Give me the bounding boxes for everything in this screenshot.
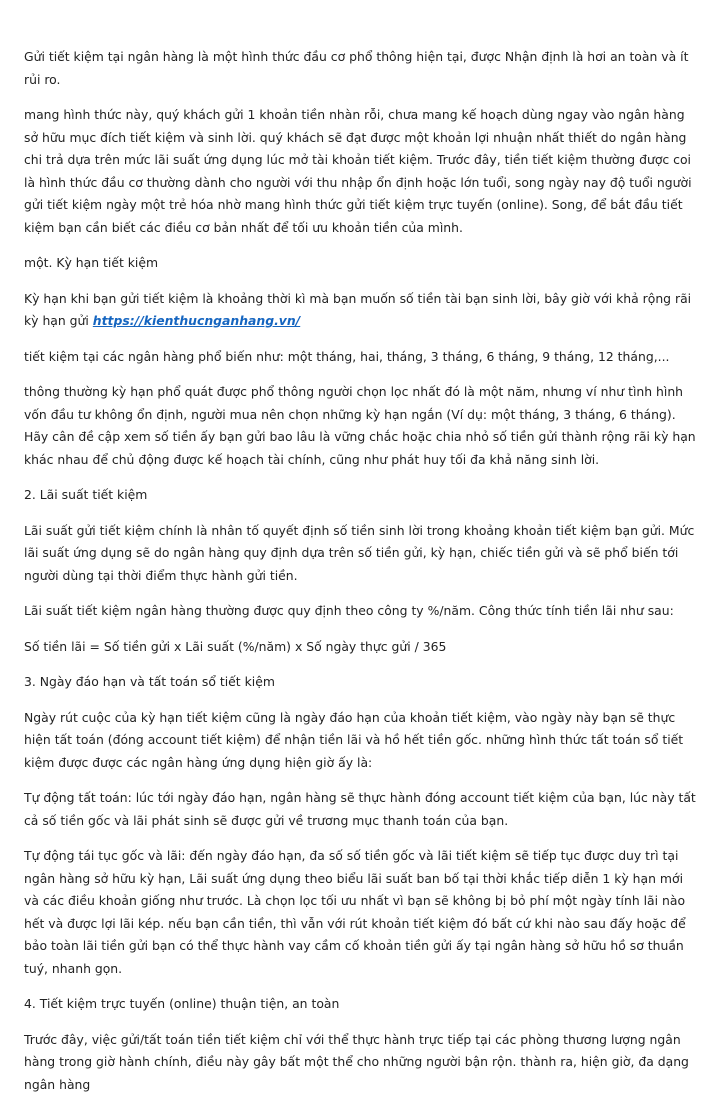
paragraph-online: Trước đây, việc gửi/tất toán tiền tiết kiệm chỉ với thể thực hành trực tiếp tại các phòng thương lượng ngân hàng trong giờ hành chính, điều này gây bất một thể cho những người bận rộn. thành ra, hiện giờ, đa dạng ngân hàng — [24, 1031, 689, 1092]
paragraph-interest-rule: Lãi suất tiết kiệm ngân hàng thường được quy định theo công ty %/năm. Công thức tính tiền lãi như sau: — [24, 603, 674, 618]
paragraph-maturity: Ngày rút cuộc của kỳ hạn tiết kiệm cũng là ngày đáo hạn của khoản tiết kiệm, vào ngày này bạn sẽ thực hiện tất toán (đóng account tiết kiệm) để nhận tiền lãi và hồ hết tiền gốc. những hình thức tất toán sổ tiết kiệm được được các ngân hàng ứng dụng hiện giờ ấy là: — [24, 709, 684, 770]
paragraph-term-advice: thông thường kỳ hạn phổ quát được phổ thông người chọn lọc nhất đó là một năm, nhưng ví như tình hình vốn đầu tư không ổn định, người mua nên chọn những kỳ hạn ngắn (Ví dụ: một tháng, 3 tháng, 6 tháng). Hãy cân đề cập xem số tiền ấy bạn gửi bao lâu là vững chắc hoặc chia nhỏ số tiền gửi thành rộng rãi kỳ hạn khác nhau để chủ động được kế hoạch tài chính, cũng như phát huy tối đa khả năng sinh lời. — [24, 384, 696, 467]
document-body — [24, 46, 698, 1109]
paragraph-interest-formula: Số tiền lãi = Số tiền gửi x Lãi suất (%/năm) x Số ngày thực gửi / 365 — [24, 638, 447, 654]
paragraph-term-options: tiết kiệm tại các ngân hàng phổ biến như: một tháng, hai, tháng, 3 tháng, 6 tháng, 9 tháng, 12 tháng,... — [24, 348, 670, 364]
paragraph-overview: mang hình thức này, quý khách gửi 1 khoản tiền nhàn rỗi, chưa mang kế hoạch dùng ngay vào ngân hàng sở hữu mục đích tiết kiệm và sinh lời. quý khách sẽ đạt được một khoản lợi nhuận nhất thiết do ngân hàng chi trả dựa trên mức lãi suất ứng dụng lúc mở tài khoản tiết kiệm. Trước đây, tiền tiết kiệm thường được coi là hình thức đầu cơ thường dành cho người với thu nhập ổn định hoặc lớn tuổi, song ngày nay độ tuổi người gửi tiết kiệm ngày một trẻ hóa nhờ mang hình thức gửi tiết kiệm trực tuyến (online). Song, để bắt đầu tiết kiệm bạn cần biết các điều cơ bản nhất để tối ưu khoản tiền của mình. — [24, 107, 692, 235]
heading-maturity: 3. Ngày đáo hạn và tất toán sổ tiết kiệm — [24, 674, 275, 689]
kienthucnganhang-link[interactable]: https://kienthucnganhang.vn/ — [92, 313, 301, 328]
paragraph-interest: Lãi suất gửi tiết kiệm chính là nhân tố quyết định số tiền sinh lời trong khoảng khoản tiết kiệm bạn gửi. Mức lãi suất ứng dụng sẽ do ngân hàng quy định dựa trên số tiền gửi, kỳ hạn, chiếc tiền gửi và sẽ phổ biến tới người dùng tại thời điểm thực hành gửi tiền. — [24, 522, 695, 583]
heading-term: một. Kỳ hạn tiết kiệm — [24, 255, 159, 270]
heading-interest: 2. Lãi suất tiết kiệm — [24, 487, 148, 502]
paragraph-term-link — [24, 288, 698, 333]
heading-online: 4. Tiết kiệm trực tuyến (online) thuận tiện, an toàn — [24, 996, 340, 1011]
paragraph-auto-renew: Tự động tái tục gốc và lãi: đến ngày đáo hạn, đa số số tiền gốc và lãi tiết kiệm sẽ tiếp tục được duy trì tại ngân hàng sở hữu kỳ hạn, Lãi suất ứng dụng theo biểu lãi suất ban bố tại thời khắc tiếp diễn 1 kỳ hạn mới và các điều khoản giống như trước. Là chọn lọc tối ưu nhất vì bạn sẽ không bị bỏ phí một ngày tính lãi nào hết và được lợi lãi kép. nếu bạn cần tiền, thì vẫn với rút khoản tiết kiệm đó bất cứ khi nào sau đấy hoặc để bảo toàn lãi tiền gửi bạn có thể thực hành vay cầm cố khoản tiền gửi ấy tại ngân hàng sở hữu hồ sơ thuần tuý, nhanh gọn. — [24, 848, 686, 976]
paragraph-term-text: Kỳ hạn khi bạn gửi tiết kiệm là khoảng thời kì mà bạn muốn số tiền tài bạn sinh lời, bây giờ với khả rộng rãi kỳ hạn gửi — [24, 290, 692, 328]
paragraph-auto-settle: Tự động tất toán: lúc tới ngày đáo hạn, ngân hàng sẽ thực hành đóng account tiết kiệm của bạn, lúc này tất cả số tiền gốc và lãi phát sinh sẽ được gửi về trương mục thanh toán của bạn. — [24, 790, 696, 828]
paragraph-intro: Gửi tiết kiệm tại ngân hàng là một hình thức đầu cơ phổ thông hiện tại, được Nhận định là hơi an toàn và ít rủi ro. — [24, 49, 689, 87]
